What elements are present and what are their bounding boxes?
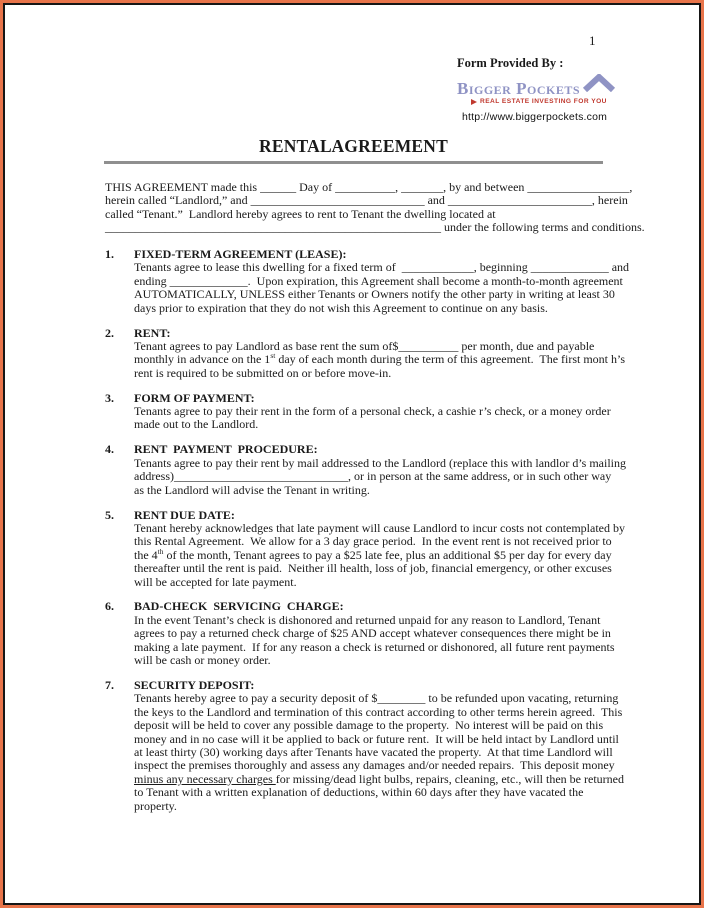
section-heading-row (105, 443, 617, 456)
text-line: days prior to expiration that they do not wish this Agreement to continue on any basis. (134, 300, 548, 315)
intro-paragraph (105, 181, 645, 235)
agreement-section (105, 442, 627, 497)
section-body (134, 520, 626, 589)
section-heading-row (105, 600, 617, 613)
agreement-section (105, 677, 624, 813)
text-line: In the event Tenant’s check is dishonored and returned unpaid for any reason to Landlord, Tenant (134, 612, 601, 627)
section-heading: BAD-CHECK SERVICING CHARGE: (134, 599, 344, 614)
text-line: rent is required to be submitted on or before move-in. (134, 365, 392, 380)
section-body (134, 455, 627, 497)
text-line: AUTOMATICALLY, UNLESS either Tenants or Owners notify the other party in writing at least 30 (134, 287, 615, 302)
section-heading: SECURITY DEPOSIT: (134, 677, 255, 692)
biggerpockets-logo (457, 74, 607, 98)
text-line: deposit will be held to cover any possible damage to the property. No interest will be paid on this (134, 718, 604, 733)
section-heading: RENT: (134, 325, 171, 340)
section-number: 6. (105, 599, 114, 614)
text-line: ending _____________. Upon expiration, this Agreement shall become a month-to-month agreement (134, 273, 623, 288)
text-line: herein called “Landlord,” and _____________________________ and ________________________, herein (105, 193, 628, 208)
section-heading-row (105, 679, 617, 692)
biggerpockets-url: http://www.biggerpockets.com (462, 111, 608, 123)
arrow-icon (471, 99, 477, 105)
text-line: thereafter until the rent is paid. Neither ill health, loss of job, financial emergency, or other excuses (134, 561, 612, 576)
section-heading-row (105, 327, 617, 340)
document-title: RENTAL AGREEMENT (258, 136, 448, 156)
section-body (134, 260, 630, 315)
agreement-section (105, 600, 617, 667)
text-line: minus any necessary charges for missing/dead light bulbs, repairs, cleaning, etc., will then be returned (134, 771, 624, 786)
section-heading: RENT PAYMENT PROCEDURE: (134, 442, 318, 457)
section-number: 3. (105, 390, 114, 405)
text-line: property. (134, 798, 177, 813)
text-line: THIS AGREEMENT made this ______ Day of __________, _______, by and between _________________, (105, 180, 633, 194)
text-line: will be cash or money order. (134, 653, 271, 668)
text-line: address)_____________________________, or in person at the same address, or in such other way (134, 469, 612, 484)
section-number: 5. (105, 507, 114, 522)
section-heading-row (105, 509, 617, 522)
text-line: inspect the premises thoroughly and assess any damages and/or needed repairs. This deposit money (134, 758, 615, 773)
text-line: Tenants hereby agree to pay a security deposit of $________ to be refunded upon vacating, returning (134, 691, 619, 706)
agreement-sections (105, 247, 630, 825)
text-line: Tenant hereby acknowledges that late payment will cause Landlord to incur costs not contemplated by (134, 520, 626, 535)
text-line: money and in no case will it be applied to back or future rent. It will be held intact by Landlord until (134, 731, 619, 746)
section-body (134, 338, 626, 380)
form-provider-header (457, 56, 607, 123)
text-line: agrees to pay a returned check charge of $25 AND accept whatever consequences there might be in (134, 626, 611, 641)
agreement-section (105, 247, 630, 315)
text-line: the 4th of the month, Tenant agrees to pay a $25 late fee, plus an additional $5 per day for every day (134, 546, 612, 562)
section-heading: RENT DUE DATE: (134, 507, 235, 522)
section-heading: FORM OF PAYMENT: (134, 390, 255, 405)
section-heading: FIXED-TERM AGREEMENT (LEASE): (134, 247, 347, 261)
section-body (134, 614, 617, 668)
text-line: made out to the Landlord. (134, 417, 259, 432)
text-line: called “Tenant.” Landlord hereby agrees to rent to Tenant the dwelling located at (105, 206, 496, 221)
section-number: 4. (105, 442, 114, 457)
text-line: as the Landlord will advise the Tenant in writing. (134, 482, 370, 497)
text-line: will be accepted for late payment. (134, 574, 297, 589)
page-number: 1 (589, 33, 596, 48)
text-line: this Rental Agreement. We allow for a 3 day grace period. In the event rent is not received prior to (134, 534, 612, 549)
text-line: the keys to the Landlord and termination of this contract according to other terms herein agreed. This (134, 704, 623, 719)
text-line: at least thirty (30) working days after Tenants have vacated the property. At that time Landlord will (134, 745, 613, 759)
section-number: 1. (105, 247, 114, 261)
title-divider-rule (104, 161, 603, 164)
text-line: Tenants agree to pay their rent by mail addressed to the Landlord (replace this with landlor d’s mailing (134, 455, 627, 470)
text-line: to Tenant with a written explanation of deductions, within 60 days after they have vacated the (134, 785, 584, 800)
logo-tagline-row (457, 98, 607, 105)
agreement-section (105, 392, 617, 432)
text-line: ________________________________________________________ under the following terms and conditions. (105, 220, 645, 235)
section-body (134, 405, 617, 432)
biggerpockets-logo-text: Bigger Pockets (457, 79, 580, 98)
text-line: making a late payment. If for any reason a check is returned or dishonored, all future rent payments (134, 639, 615, 654)
agreement-section (105, 325, 626, 381)
form-provided-by-label: Form Provided By : (457, 56, 564, 70)
agreement-section (105, 507, 626, 589)
logo-tagline: REAL ESTATE INVESTING FOR YOU (480, 98, 607, 105)
section-number: 2. (105, 325, 114, 340)
section-heading-row (105, 392, 617, 405)
text-line: Tenants agree to pay their rent in the form of a personal check, a cashie r’s check, or a money order (134, 404, 611, 419)
section-heading-row (105, 248, 617, 261)
text-line: Tenant agrees to pay Landlord as base rent the sum of$__________ per month, due and payable (134, 338, 595, 353)
section-body (134, 691, 624, 813)
text-line: monthly in advance on the 1st day of each month during the term of this agreement. The first mont h’s (134, 351, 626, 367)
house-roof-icon (583, 74, 615, 97)
text-line: Tenants agree to lease this dwelling for a fixed term of ____________, beginning _____________ and (134, 260, 630, 275)
section-number: 7. (105, 677, 114, 692)
